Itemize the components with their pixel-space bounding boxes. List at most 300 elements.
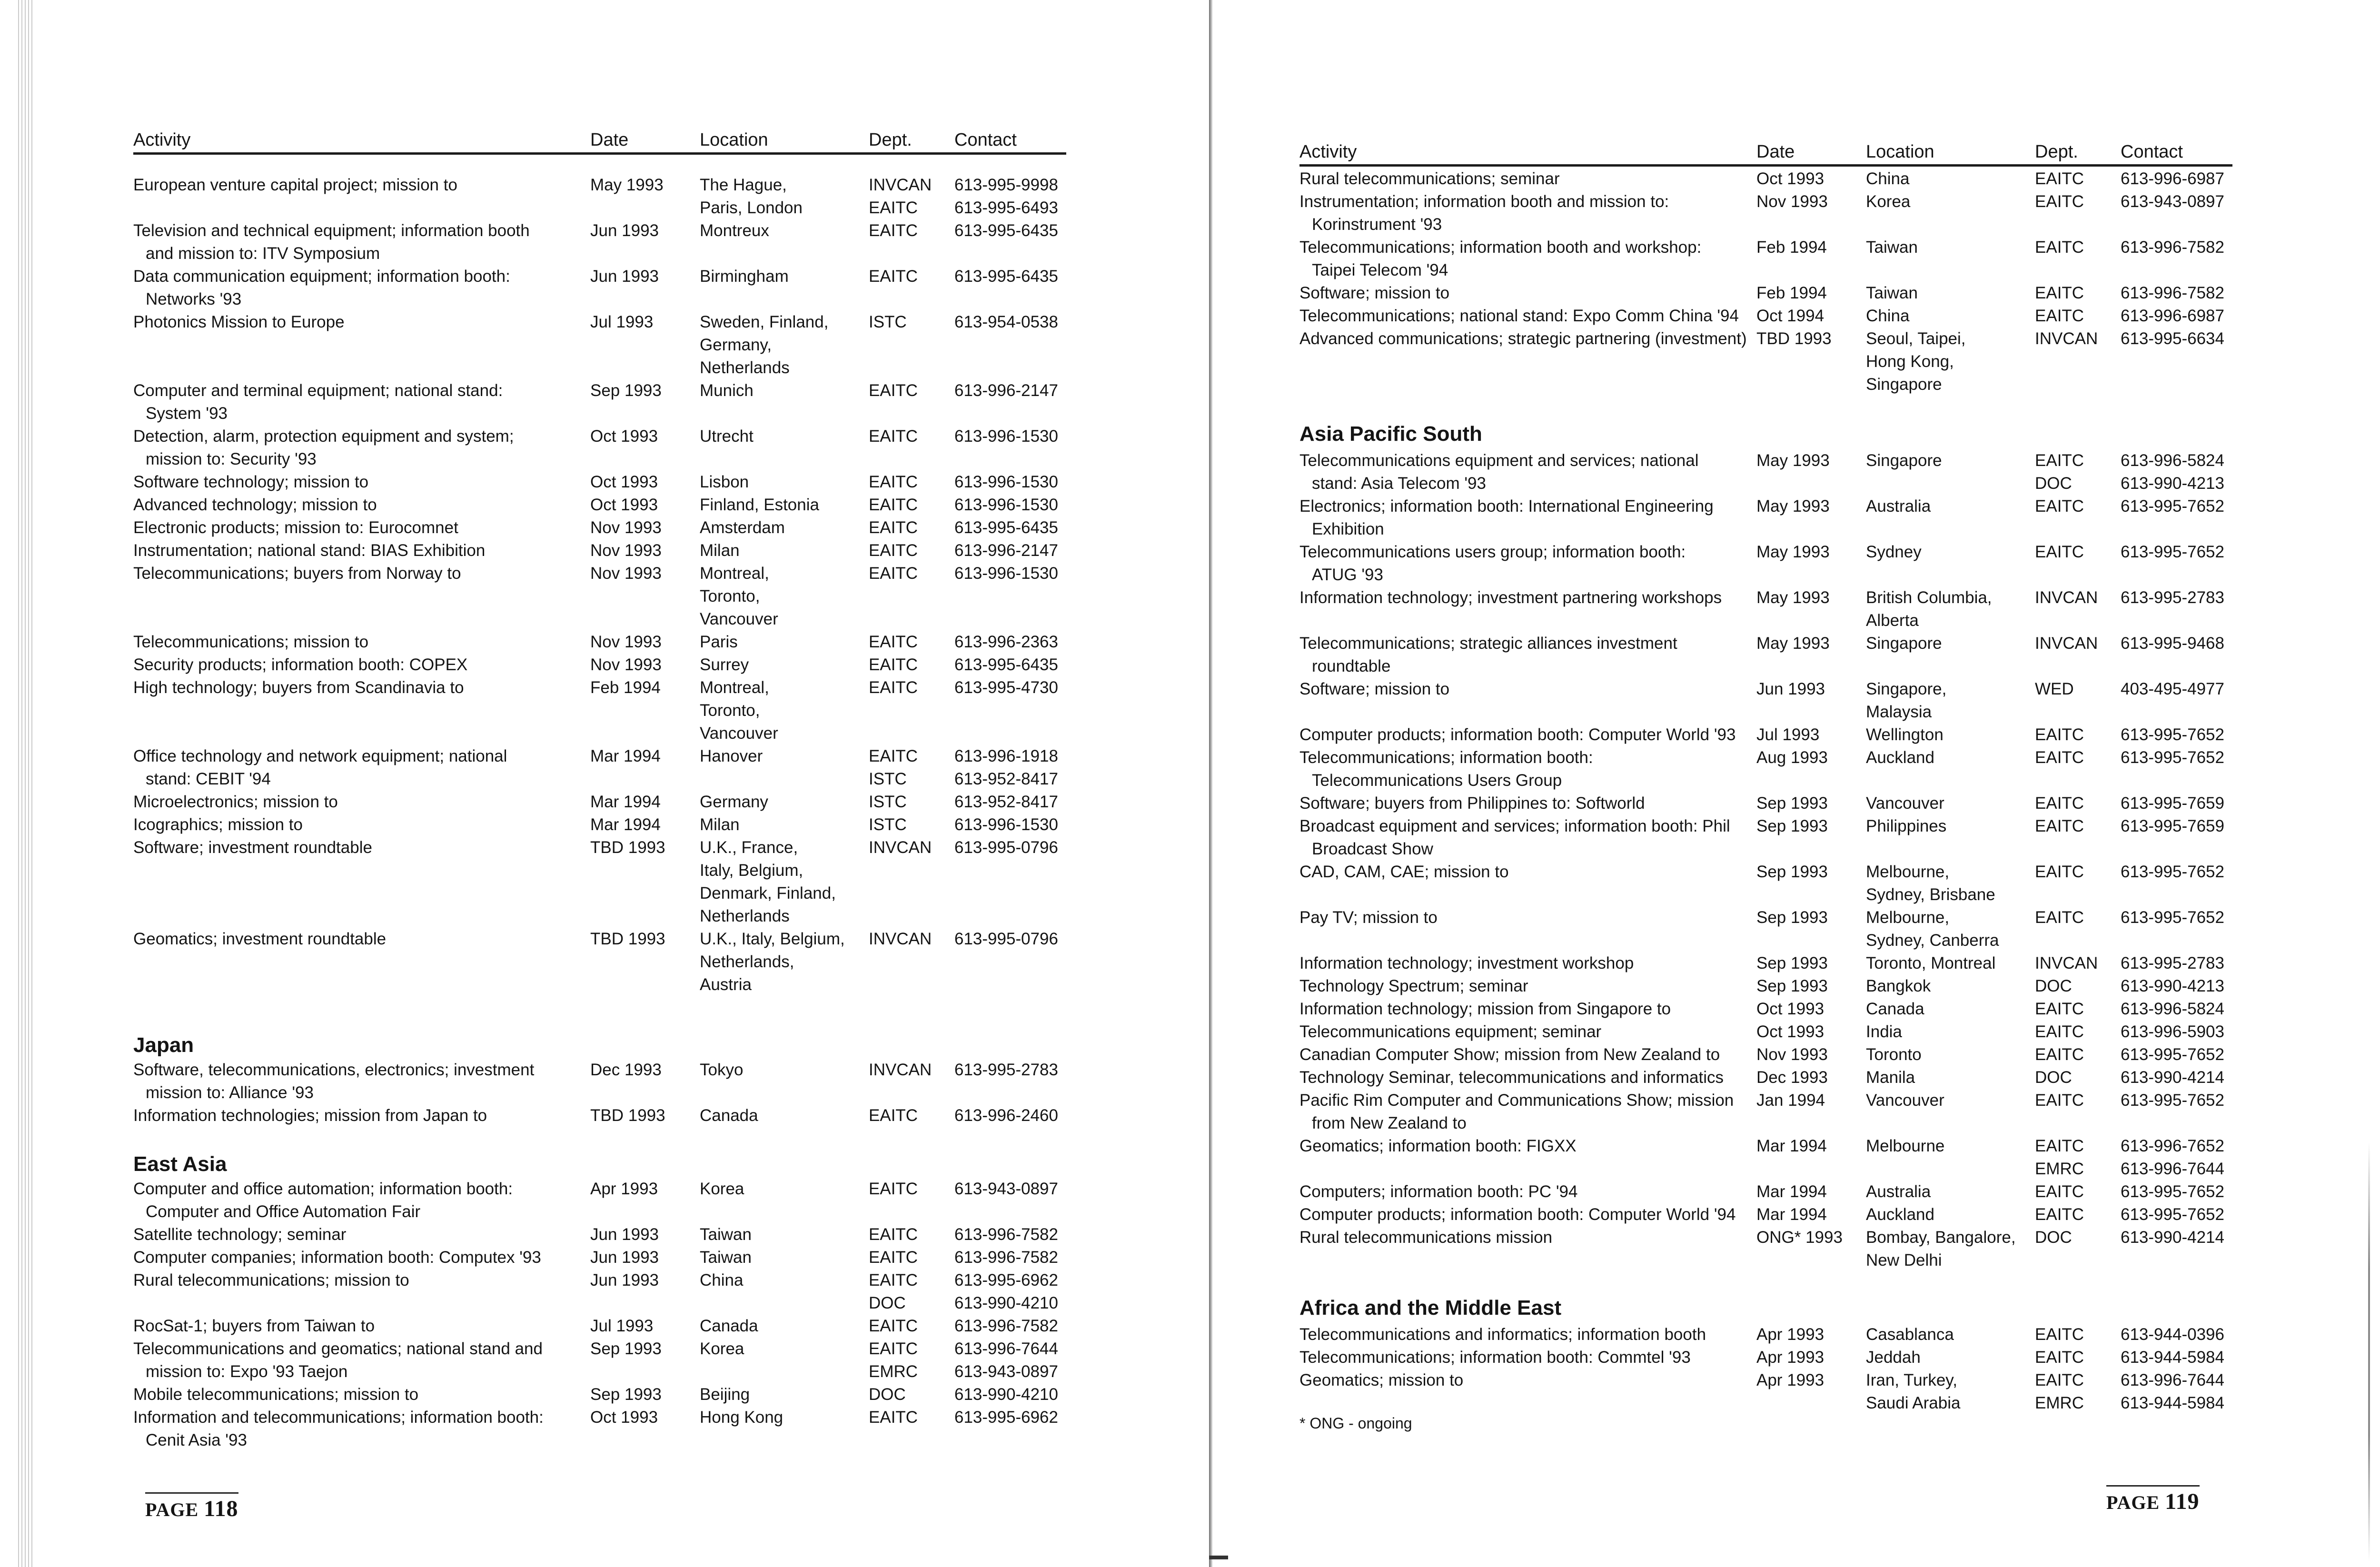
contact-cell-line: 613-995-6435 bbox=[954, 655, 1058, 674]
location-cell-line: British Columbia, bbox=[1866, 588, 1992, 607]
contact-cell-line: 403-495-4977 bbox=[2121, 680, 2224, 698]
location-cell bbox=[700, 425, 862, 448]
dept-cell-line: INVCAN bbox=[2035, 634, 2098, 653]
date-cell: Jul 1993 bbox=[590, 1317, 654, 1335]
location-cell-line: Toronto, bbox=[700, 587, 760, 605]
dept-cell bbox=[869, 1269, 950, 1315]
section-title: East Asia bbox=[133, 1152, 227, 1176]
activity-cell-line: Computer and office automation; information booth: bbox=[133, 1180, 513, 1198]
contact-cell-line: 613-995-6435 bbox=[954, 267, 1058, 286]
dept-cell-line: EAITC bbox=[2035, 1000, 2084, 1018]
location-cell-line: Australia bbox=[1866, 497, 1931, 516]
contact-cell bbox=[954, 836, 1071, 859]
location-header: Location bbox=[700, 130, 768, 150]
contact-cell bbox=[2121, 1203, 2237, 1226]
date-cell: Aug 1993 bbox=[1756, 748, 1828, 767]
activity-cell-line: Telecommunications; national stand: Expo Comm China '94 bbox=[1299, 307, 1739, 325]
dept-cell-line: EAITC bbox=[869, 564, 918, 583]
date-cell: Apr 1993 bbox=[1756, 1325, 1825, 1344]
dept-cell-line: EAITC bbox=[869, 1408, 918, 1427]
contact-cell-line: 613-943-0897 bbox=[954, 1362, 1058, 1381]
location-cell-line: Jeddah bbox=[1866, 1348, 1921, 1367]
date-cell: Oct 1993 bbox=[1756, 169, 1825, 188]
activity-cell bbox=[133, 219, 585, 265]
activity-cell-line: Security products; information booth: COPEX bbox=[133, 655, 468, 674]
contact-cell-line: 613-990-4214 bbox=[2121, 1068, 2224, 1087]
date-cell: Mar 1994 bbox=[1756, 1137, 1827, 1155]
location-cell-line: Taiwan bbox=[700, 1248, 752, 1267]
dept-cell-line: INVCAN bbox=[869, 930, 932, 948]
activity-cell bbox=[1299, 1180, 1752, 1203]
date-cell: Nov 1993 bbox=[590, 564, 662, 583]
location-cell-line: Taiwan bbox=[1866, 238, 1918, 257]
date-cell: Nov 1993 bbox=[1756, 1045, 1828, 1064]
activity-cell bbox=[133, 494, 585, 516]
activity-cell bbox=[133, 174, 585, 197]
dept-cell-line: DOC bbox=[2035, 977, 2072, 995]
date-cell: Apr 1993 bbox=[590, 1180, 658, 1198]
contact-cell bbox=[954, 928, 1071, 951]
location-cell-line: Alberta bbox=[1866, 611, 1919, 630]
date-cell: TBD 1993 bbox=[590, 838, 665, 857]
activity-cell bbox=[1299, 1135, 1752, 1158]
dept-cell-line: EAITC bbox=[2035, 1137, 2084, 1155]
date-cell: Jul 1993 bbox=[1756, 725, 1820, 744]
activity-cell-line: CAD, CAM, CAE; mission to bbox=[1299, 863, 1509, 881]
contact-cell bbox=[2121, 724, 2237, 746]
location-cell bbox=[1866, 861, 2028, 906]
date-cell: Sep 1993 bbox=[590, 1385, 662, 1404]
contact-cell bbox=[954, 1338, 1071, 1383]
activity-cell bbox=[1299, 678, 1752, 701]
dept-cell bbox=[2035, 906, 2116, 929]
date-cell: Dec 1993 bbox=[590, 1061, 662, 1079]
location-cell-line: Munich bbox=[700, 381, 754, 400]
column-header bbox=[133, 124, 1066, 155]
activity-cell bbox=[1299, 449, 1752, 495]
location-cell-line: Bombay, Bangalore, bbox=[1866, 1228, 2016, 1247]
location-cell-line: Taiwan bbox=[700, 1225, 752, 1244]
dept-cell bbox=[2035, 190, 2116, 213]
activity-cell-line: Telecommunications and geomatics; national stand and bbox=[133, 1339, 543, 1358]
date-cell: Sep 1993 bbox=[1756, 794, 1828, 813]
contact-cell bbox=[954, 265, 1071, 288]
contact-cell-line: 613-952-8417 bbox=[954, 770, 1058, 788]
contact-cell-line: 613-995-7652 bbox=[2121, 1182, 2224, 1201]
dept-cell bbox=[869, 631, 950, 654]
dept-cell-line: EMRC bbox=[2035, 1160, 2084, 1178]
dept-cell bbox=[2035, 952, 2116, 975]
date-cell: Nov 1993 bbox=[590, 518, 662, 537]
location-cell bbox=[1866, 495, 2028, 518]
location-cell-line: Paris bbox=[700, 633, 738, 651]
dept-cell-line: EAITC bbox=[869, 1339, 918, 1358]
activity-cell-line: Geomatics; investment roundtable bbox=[133, 930, 387, 948]
dept-cell-line: INVCAN bbox=[869, 176, 932, 194]
activity-cell bbox=[1299, 746, 1752, 792]
activity-cell-line: Telecommunications; buyers from Norway to bbox=[133, 564, 461, 583]
contact-cell bbox=[2121, 190, 2237, 213]
activity-cell bbox=[133, 745, 585, 791]
dept-cell-line: DOC bbox=[869, 1385, 906, 1404]
location-cell bbox=[1866, 792, 2028, 815]
dept-header: Dept. bbox=[869, 130, 912, 150]
location-cell bbox=[700, 1269, 862, 1292]
activity-cell-line: Office technology and network equipment; national bbox=[133, 747, 507, 765]
location-cell-line: Malaysia bbox=[1866, 703, 1932, 721]
activity-cell bbox=[133, 631, 585, 654]
dept-cell-line: EAITC bbox=[2035, 1325, 2084, 1344]
dept-cell bbox=[2035, 541, 2116, 564]
activity-cell bbox=[133, 791, 585, 813]
dept-cell-line: EAITC bbox=[2035, 169, 2084, 188]
location-cell-line: Manila bbox=[1866, 1068, 1915, 1087]
activity-cell-line: Software; buyers from Philippines to: Softworld bbox=[1299, 794, 1645, 813]
location-cell-line: Montreal, bbox=[700, 564, 769, 583]
location-cell-line: Sydney, Brisbane bbox=[1866, 885, 1995, 904]
header-row bbox=[1299, 136, 2232, 167]
contact-cell-line: 613-995-7652 bbox=[2121, 908, 2224, 927]
activity-cell-line: Computer products; information booth: Computer World '93 bbox=[1299, 725, 1736, 744]
dept-cell-line: EAITC bbox=[869, 1225, 918, 1244]
location-cell bbox=[1866, 1180, 2028, 1203]
location-cell-line: Paris, London bbox=[700, 198, 803, 217]
location-cell bbox=[700, 1104, 862, 1127]
date-cell: May 1993 bbox=[1756, 451, 1830, 470]
dept-cell-line: EAITC bbox=[869, 221, 918, 240]
date-cell: Mar 1994 bbox=[590, 747, 661, 765]
dept-cell bbox=[2035, 495, 2116, 518]
contact-cell-line: 613-995-9998 bbox=[954, 176, 1058, 194]
contact-cell bbox=[2121, 449, 2237, 495]
location-cell bbox=[1866, 678, 2028, 724]
activity-cell-line: Telecommunications; information booth and workshop: bbox=[1299, 238, 1702, 257]
activity-cell-line: Geomatics; information booth: FIGXX bbox=[1299, 1137, 1577, 1155]
column-header bbox=[1299, 136, 2232, 167]
location-cell-line: Sydney bbox=[1866, 543, 1922, 561]
location-cell bbox=[700, 174, 862, 219]
contact-cell-line: 613-995-9468 bbox=[2121, 634, 2224, 653]
date-cell: Jun 1993 bbox=[590, 221, 659, 240]
activity-cell-line: Information technology; mission from Singapore to bbox=[1299, 1000, 1671, 1018]
location-cell bbox=[700, 791, 862, 813]
activity-cell bbox=[133, 1315, 585, 1338]
contact-cell-line: 613-995-0796 bbox=[954, 838, 1058, 857]
activity-cell bbox=[133, 1383, 585, 1406]
location-cell bbox=[1866, 305, 2028, 327]
contact-cell-line: 613-996-5903 bbox=[2121, 1022, 2224, 1041]
location-cell bbox=[1866, 746, 2028, 769]
activity-header: Activity bbox=[133, 130, 191, 150]
dept-cell-line: EMRC bbox=[869, 1362, 918, 1381]
contact-cell-line: 613-996-2460 bbox=[954, 1106, 1058, 1125]
dept-cell bbox=[2035, 998, 2116, 1021]
contact-cell bbox=[2121, 1135, 2237, 1180]
location-cell bbox=[1866, 190, 2028, 213]
contact-cell bbox=[2121, 1369, 2237, 1415]
date-cell: Sep 1993 bbox=[1756, 908, 1828, 927]
activity-cell bbox=[133, 425, 585, 471]
date-cell: Mar 1994 bbox=[1756, 1205, 1827, 1224]
activity-cell-line: Rural telecommunications mission bbox=[1299, 1228, 1553, 1247]
dept-cell bbox=[2035, 236, 2116, 259]
location-cell-line: Australia bbox=[1866, 1182, 1931, 1201]
contact-cell bbox=[954, 1223, 1071, 1246]
contact-header: Contact bbox=[954, 130, 1017, 150]
activity-cell-line: Software technology; mission to bbox=[133, 473, 369, 491]
dept-cell bbox=[2035, 1369, 2116, 1415]
location-cell-line: China bbox=[1866, 169, 1910, 188]
location-cell bbox=[700, 471, 862, 494]
dept-cell bbox=[2035, 449, 2116, 495]
location-cell-line: Korea bbox=[700, 1180, 744, 1198]
location-cell-line: Singapore bbox=[1866, 375, 1942, 394]
dept-cell bbox=[2035, 1089, 2116, 1112]
activity-cell bbox=[1299, 724, 1752, 746]
location-cell bbox=[1866, 236, 2028, 259]
dept-cell-line: EAITC bbox=[2035, 1205, 2084, 1224]
date-cell: TBD 1993 bbox=[590, 1106, 665, 1125]
location-cell-line: Melbourne, bbox=[1866, 863, 1950, 881]
activity-cell-line: Rural telecommunications; mission to bbox=[133, 1271, 409, 1289]
date-cell: Feb 1994 bbox=[1756, 238, 1827, 257]
date-cell: May 1993 bbox=[1756, 497, 1830, 516]
location-cell bbox=[1866, 1346, 2028, 1369]
contact-cell bbox=[2121, 495, 2237, 518]
contact-cell bbox=[2121, 1226, 2237, 1249]
activity-cell-line: Information technologies; mission from Japan to bbox=[133, 1106, 487, 1125]
activity-cell-line: Technology Seminar, telecommunications and informatics bbox=[1299, 1068, 1724, 1087]
dept-cell-line: EAITC bbox=[869, 1248, 918, 1267]
location-cell-line: Korea bbox=[1866, 192, 1911, 211]
activity-cell-line: Electronics; information booth: International Engineering bbox=[1299, 497, 1714, 516]
location-cell bbox=[1866, 586, 2028, 632]
activity-cell bbox=[133, 1338, 585, 1383]
location-cell bbox=[1866, 1203, 2028, 1226]
location-cell bbox=[700, 1406, 862, 1429]
dept-cell-line: EAITC bbox=[2035, 192, 2084, 211]
contact-cell-line: 613-943-0897 bbox=[954, 1180, 1058, 1198]
contact-cell-line: 613-990-4213 bbox=[2121, 977, 2224, 995]
location-cell bbox=[700, 562, 862, 631]
date-cell: Oct 1993 bbox=[590, 1408, 658, 1427]
activity-cell-line: Software; mission to bbox=[1299, 680, 1450, 698]
dept-cell-line: DOC bbox=[2035, 1228, 2072, 1247]
dept-cell bbox=[869, 836, 950, 859]
location-cell bbox=[700, 745, 862, 768]
dept-cell-line: EAITC bbox=[2035, 307, 2084, 325]
activity-cell-line: mission to: Expo '93 Taejon bbox=[146, 1362, 348, 1381]
dept-cell bbox=[2035, 1346, 2116, 1369]
activity-cell bbox=[133, 928, 585, 951]
contact-cell-line: 613-995-7652 bbox=[2121, 543, 2224, 561]
location-cell bbox=[1866, 282, 2028, 305]
section-title: Japan bbox=[133, 1033, 194, 1057]
date-cell: Mar 1994 bbox=[590, 815, 661, 834]
dept-cell bbox=[2035, 746, 2116, 769]
location-cell bbox=[700, 516, 862, 539]
location-cell-line: Sydney, Canberra bbox=[1866, 931, 1999, 950]
date-cell: Nov 1993 bbox=[590, 633, 662, 651]
contact-cell bbox=[2121, 1066, 2237, 1089]
activity-cell bbox=[1299, 586, 1752, 609]
location-cell-line: Auckland bbox=[1866, 748, 1934, 767]
activity-cell bbox=[133, 265, 585, 311]
location-cell bbox=[700, 1383, 862, 1406]
dept-cell bbox=[869, 813, 950, 836]
location-cell-line: Austria bbox=[700, 975, 752, 994]
activity-cell-line: Networks '93 bbox=[146, 290, 242, 308]
activity-cell-line: Software; investment roundtable bbox=[133, 838, 372, 857]
date-cell: Apr 1993 bbox=[1756, 1348, 1825, 1367]
contact-cell bbox=[2121, 1346, 2237, 1369]
contact-cell bbox=[954, 1269, 1071, 1315]
dept-cell-line: EAITC bbox=[2035, 817, 2084, 835]
activity-cell-line: High technology; buyers from Scandinavia to bbox=[133, 678, 464, 697]
location-cell-line: Beijing bbox=[700, 1385, 750, 1404]
activity-cell-line: Software; mission to bbox=[1299, 284, 1450, 302]
dept-cell bbox=[869, 676, 950, 699]
dept-cell-line: EAITC bbox=[869, 1317, 918, 1335]
location-cell-line: Toronto bbox=[1866, 1045, 1922, 1064]
page-label: PAGE bbox=[2106, 1492, 2160, 1513]
location-cell bbox=[1866, 815, 2028, 838]
contact-cell-line: 613-996-1530 bbox=[954, 473, 1058, 491]
contact-cell-line: 613-995-7652 bbox=[2121, 1205, 2224, 1224]
page-number bbox=[2106, 1485, 2200, 1515]
activity-cell-line: European venture capital project; mission to bbox=[133, 176, 457, 194]
activity-cell bbox=[1299, 1043, 1752, 1066]
contact-cell bbox=[2121, 541, 2237, 564]
activity-cell bbox=[1299, 632, 1752, 678]
date-cell: Oct 1993 bbox=[1756, 1000, 1825, 1018]
contact-cell-line: 613-954-0538 bbox=[954, 313, 1058, 331]
location-cell-line: Utrecht bbox=[700, 427, 754, 446]
location-cell-line: Philippines bbox=[1866, 817, 1947, 835]
dept-cell bbox=[869, 516, 950, 539]
contact-cell-line: 613-995-6435 bbox=[954, 221, 1058, 240]
contact-cell-line: 613-944-5984 bbox=[2121, 1348, 2224, 1367]
dept-cell-line: WED bbox=[2035, 680, 2074, 698]
date-cell: Jun 1993 bbox=[590, 1225, 659, 1244]
dept-cell-line: EAITC bbox=[2035, 863, 2084, 881]
location-cell bbox=[700, 631, 862, 654]
contact-cell bbox=[2121, 632, 2237, 655]
dept-cell-line: EAITC bbox=[869, 633, 918, 651]
activity-cell-line: Photonics Mission to Europe bbox=[133, 313, 345, 331]
dept-cell-line: EAITC bbox=[869, 198, 918, 217]
dept-cell-line: EAITC bbox=[869, 1106, 918, 1125]
dept-cell-line: EAITC bbox=[869, 267, 918, 286]
contact-cell-line: 613-944-0396 bbox=[2121, 1325, 2224, 1344]
date-header: Date bbox=[590, 130, 629, 150]
contact-cell-line: 613-996-2363 bbox=[954, 633, 1058, 651]
contact-cell bbox=[954, 1059, 1071, 1081]
activity-cell bbox=[1299, 541, 1752, 586]
activity-cell-line: Cenit Asia '93 bbox=[146, 1431, 247, 1449]
page-number bbox=[145, 1492, 238, 1522]
date-cell: Sep 1993 bbox=[1756, 954, 1828, 972]
activity-cell-line: and mission to: ITV Symposium bbox=[146, 244, 380, 263]
contact-cell-line: 613-995-7659 bbox=[2121, 817, 2224, 835]
date-cell: Nov 1993 bbox=[590, 655, 662, 674]
contact-cell-line: 613-990-4213 bbox=[2121, 474, 2224, 493]
location-cell-line: Amsterdam bbox=[700, 518, 785, 537]
location-cell-line: Singapore, bbox=[1866, 680, 1947, 698]
dept-cell bbox=[869, 1406, 950, 1429]
dept-cell bbox=[2035, 1135, 2116, 1180]
contact-cell-line: 613-996-7582 bbox=[954, 1225, 1058, 1244]
contact-cell-line: 613-996-7652 bbox=[2121, 1137, 2224, 1155]
contact-cell-line: 613-995-2783 bbox=[2121, 954, 2224, 972]
dept-cell bbox=[869, 1223, 950, 1246]
dept-cell bbox=[2035, 327, 2116, 350]
location-cell-line: Toronto, Montreal bbox=[1866, 954, 1996, 972]
section-asia-pacific-south bbox=[1299, 421, 2232, 447]
dept-cell bbox=[2035, 1226, 2116, 1249]
date-cell: Apr 1993 bbox=[1756, 1371, 1825, 1389]
activity-cell-line: Telecommunications; information booth: Commtel '93 bbox=[1299, 1348, 1691, 1367]
activity-cell bbox=[133, 813, 585, 836]
date-cell: May 1993 bbox=[1756, 543, 1830, 561]
dept-cell bbox=[2035, 586, 2116, 609]
date-cell: Sep 1993 bbox=[1756, 977, 1828, 995]
location-cell-line: U.K., France, bbox=[700, 838, 798, 857]
location-cell-line: Sweden, Finland, bbox=[700, 313, 829, 331]
location-cell-line: Lisbon bbox=[700, 473, 749, 491]
dept-cell-line: EAITC bbox=[2035, 748, 2084, 767]
activity-cell-line: Instrumentation; information booth and mission to: bbox=[1299, 192, 1669, 211]
contact-cell bbox=[954, 174, 1071, 219]
contact-cell-line: 613-995-7652 bbox=[2121, 1091, 2224, 1110]
contact-cell-line: 613-996-2147 bbox=[954, 541, 1058, 560]
date-cell: TBD 1993 bbox=[590, 930, 665, 948]
dept-cell bbox=[2035, 1021, 2116, 1043]
activity-cell-line: Instrumentation; national stand: BIAS Exhibition bbox=[133, 541, 486, 560]
location-cell-line: Germany, bbox=[700, 336, 772, 354]
dept-cell-line: ISTC bbox=[869, 770, 907, 788]
date-cell: Jun 1993 bbox=[590, 1248, 659, 1267]
activity-cell-line: Computers; information booth: PC '94 bbox=[1299, 1182, 1578, 1201]
dept-cell-line: EMRC bbox=[2035, 1394, 2084, 1412]
location-cell-line: Iran, Turkey, bbox=[1866, 1371, 1957, 1389]
dept-cell bbox=[2035, 305, 2116, 327]
date-cell: Sep 1993 bbox=[1756, 817, 1828, 835]
dept-cell bbox=[2035, 678, 2116, 701]
contact-cell-line: 613-996-6987 bbox=[2121, 169, 2224, 188]
contact-cell bbox=[2121, 1043, 2237, 1066]
dept-cell bbox=[869, 562, 950, 585]
dept-cell bbox=[869, 311, 950, 334]
contact-cell bbox=[954, 1104, 1071, 1127]
dept-cell-line: EAITC bbox=[2035, 1182, 2084, 1201]
contact-cell-line: 613-995-6634 bbox=[2121, 329, 2224, 348]
location-cell bbox=[700, 219, 862, 242]
date-cell: Sep 1993 bbox=[1756, 863, 1828, 881]
activity-cell bbox=[133, 562, 585, 585]
contact-cell-line: 613-995-7652 bbox=[2121, 497, 2224, 516]
dept-cell-line: ISTC bbox=[869, 313, 907, 331]
location-cell-line: Canada bbox=[700, 1106, 758, 1125]
contact-cell-line: 613-996-7582 bbox=[954, 1248, 1058, 1267]
location-cell-line: Hong Kong, bbox=[1866, 352, 1954, 371]
dept-cell bbox=[869, 1383, 950, 1406]
dept-cell-line: EAITC bbox=[2035, 908, 2084, 927]
activity-cell-line: Mobile telecommunications; mission to bbox=[133, 1385, 419, 1404]
date-cell: Jun 1993 bbox=[590, 267, 659, 286]
dept-cell bbox=[2035, 792, 2116, 815]
dept-cell bbox=[869, 1315, 950, 1338]
